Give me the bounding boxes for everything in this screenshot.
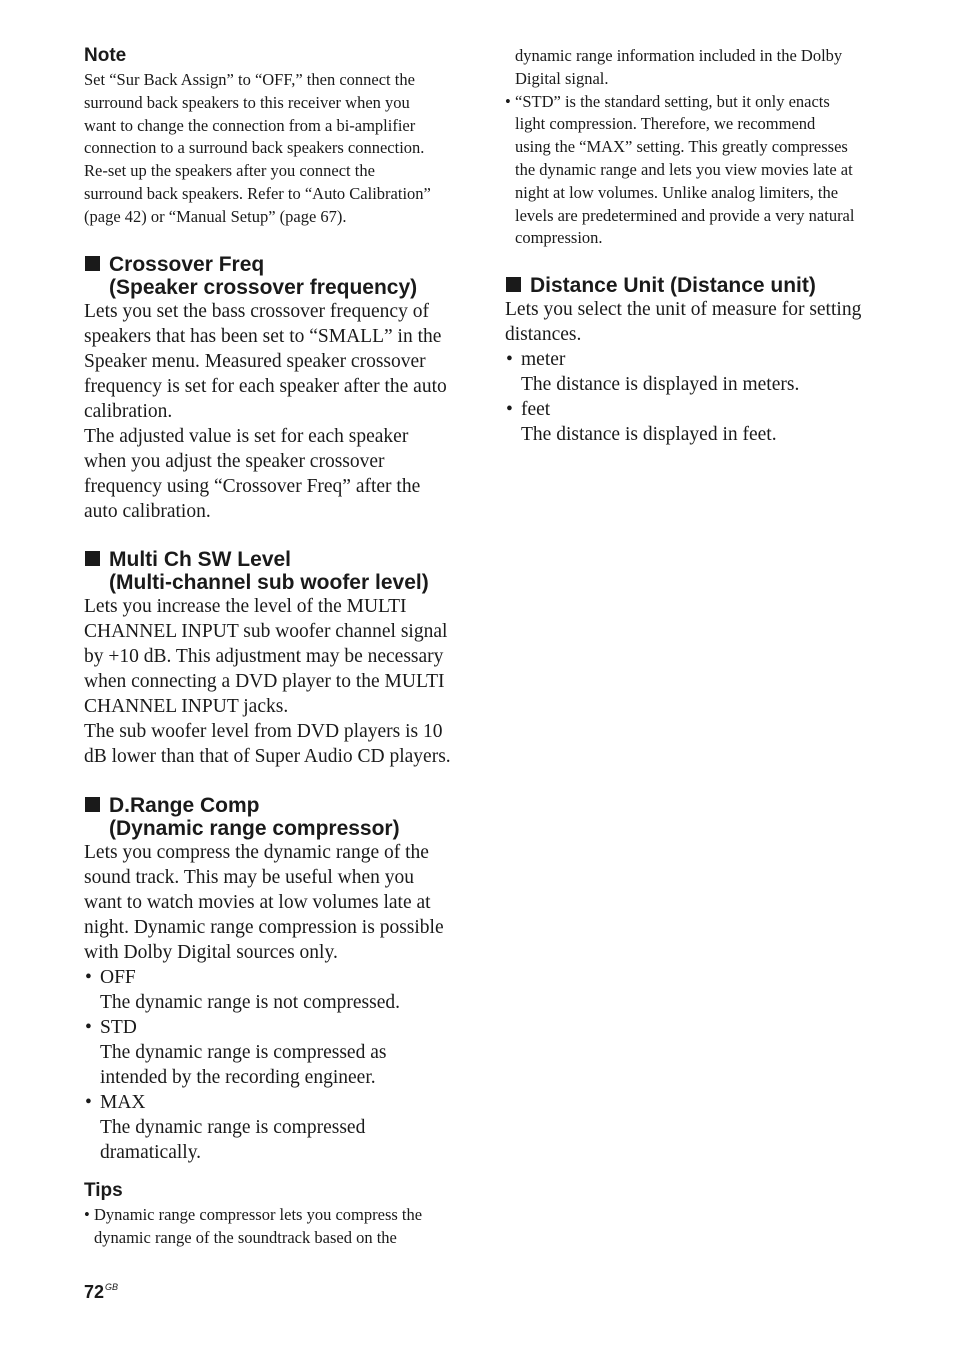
note-block (84, 44, 464, 229)
drange-heading-line2: (Dynamic range compressor) (109, 817, 400, 840)
distance-body (505, 297, 895, 447)
bullet-icon: • (84, 1205, 90, 1224)
option-label: feet (521, 399, 551, 420)
bullet-icon: • (506, 349, 513, 370)
note-text (84, 69, 464, 229)
body-line: Lets you compress the dynamic range of the (84, 842, 429, 863)
distance-heading-text: Distance Unit (Distance unit) (530, 274, 816, 297)
note-line: surround back speakers to this receiver when you (84, 92, 410, 112)
page-number-value: 72 (84, 1282, 105, 1302)
drange-section (84, 794, 474, 1165)
section-square-icon (85, 797, 100, 812)
list-item (505, 347, 895, 372)
bullet-icon: • (506, 399, 513, 420)
body-line: Lets you set the bass crossover frequency of (84, 301, 429, 322)
note-line: connection to a surround back speakers connection. (84, 138, 425, 158)
distance-section (505, 274, 895, 447)
note-line: want to change the connection from a bi-amplifier (84, 115, 416, 135)
option-label: OFF (100, 967, 136, 988)
section-square-icon (506, 277, 521, 292)
tip-line: Digital signal. (515, 68, 609, 88)
option-desc: dramatically. (100, 1142, 202, 1163)
option-desc: intended by the recording engineer. (100, 1067, 376, 1088)
body-line: calibration. (84, 401, 173, 422)
crossover-heading (84, 253, 464, 299)
body-line: Lets you select the unit of measure for setting (505, 299, 862, 320)
drange-heading-line1: D.Range Comp (109, 794, 260, 817)
body-line: when you adjust the speaker crossover (84, 451, 385, 472)
body-line: Lets you increase the level of the MULTI (84, 596, 407, 617)
list-item (505, 397, 895, 422)
list-item (84, 1090, 474, 1115)
drange-heading (84, 794, 474, 840)
bullet-icon: • (85, 967, 92, 988)
body-line: The sub woofer level from DVD players is 10 (84, 721, 443, 742)
note-line: Re-set up the speakers after you connect the (84, 161, 375, 181)
tip-line: night at low volumes. Unlike analog limiters, the (515, 182, 839, 202)
note-line: surround back speakers. Refer to “Auto Calibration” (84, 183, 431, 203)
option-desc: The dynamic range is compressed (100, 1117, 366, 1138)
multich-heading (84, 548, 474, 594)
note-line: Set “Sur Back Assign” to “OFF,” then connect the (84, 70, 415, 89)
tips-continued (505, 45, 895, 250)
option-desc: The dynamic range is not compressed. (100, 992, 400, 1013)
bullet-icon: • (85, 1092, 92, 1113)
section-square-icon (85, 551, 100, 566)
tip-line: dynamic range of the soundtrack based on the (94, 1227, 397, 1247)
tips-block (84, 1179, 474, 1250)
multich-section (84, 548, 474, 769)
option-label: meter (521, 349, 566, 370)
crossover-section (84, 253, 464, 524)
body-line: auto calibration. (84, 501, 211, 522)
body-line: want to watch movies at low volumes late at (84, 892, 431, 913)
list-item (84, 965, 474, 990)
tips-title: Tips (84, 1180, 123, 1201)
body-line: Speaker menu. Measured speaker crossover (84, 351, 426, 372)
body-line: CHANNEL INPUT sub woofer channel signal (84, 621, 448, 642)
option-desc: The distance is displayed in meters. (521, 374, 800, 395)
body-line: when connecting a DVD player to the MULTI (84, 671, 445, 692)
multich-body (84, 594, 474, 769)
body-line: CHANNEL INPUT jacks. (84, 696, 289, 717)
tip-line (84, 1204, 474, 1227)
distance-heading (505, 274, 895, 297)
tip-line (505, 91, 895, 114)
option-desc: The dynamic range is compressed as (100, 1042, 387, 1063)
crossover-heading-line1: Crossover Freq (109, 253, 265, 276)
page-number (84, 1282, 118, 1303)
tip-line: levels are predetermined and provide a very natural (515, 205, 855, 225)
multich-heading-line2: (Multi-channel sub woofer level) (109, 571, 429, 594)
body-line: with Dolby Digital sources only. (84, 942, 338, 963)
page-number-suffix: GB (105, 1282, 119, 1292)
option-desc: The distance is displayed in feet. (521, 424, 777, 445)
tip-item (84, 1204, 474, 1250)
note-line: (page 42) or “Manual Setup” (page 67). (84, 206, 347, 226)
tip-line: using the “MAX” setting. This greatly compresses (515, 137, 848, 157)
list-item (84, 1015, 474, 1040)
tip-text: “STD” is the standard setting, but it only enacts (515, 91, 830, 111)
crossover-body (84, 299, 464, 524)
body-line: frequency using “Crossover Freq” after the (84, 476, 421, 497)
body-line: dB lower than that of Super Audio CD players. (84, 746, 451, 767)
tip-line: dynamic range information included in the Dolby (515, 46, 843, 65)
body-line: distances. (505, 324, 582, 345)
tip-line: light compression. Therefore, we recommend (515, 114, 816, 134)
body-line: The adjusted value is set for each speaker (84, 426, 409, 447)
bullet-icon: • (85, 1017, 92, 1038)
tip-line: compression. (515, 228, 603, 248)
body-line: night. Dynamic range compression is possible (84, 917, 444, 938)
tip-text: Dynamic range compressor lets you compress the (94, 1205, 423, 1224)
body-line: by +10 dB. This adjustment may be necessary (84, 646, 444, 667)
option-label: STD (100, 1017, 137, 1038)
option-label: MAX (100, 1092, 146, 1113)
crossover-heading-line2: (Speaker crossover frequency) (109, 276, 418, 299)
note-title: Note (84, 45, 127, 66)
body-line: speakers that has been set to “SMALL” in the (84, 326, 442, 347)
section-square-icon (85, 256, 100, 271)
body-line: sound track. This may be useful when you (84, 867, 414, 888)
multich-heading-line1: Multi Ch SW Level (109, 548, 292, 571)
drange-body (84, 840, 474, 1165)
body-line: frequency is set for each speaker after the auto (84, 376, 447, 397)
tip-line: the dynamic range and lets you view movies late at (515, 159, 853, 179)
bullet-icon: • (505, 91, 511, 111)
